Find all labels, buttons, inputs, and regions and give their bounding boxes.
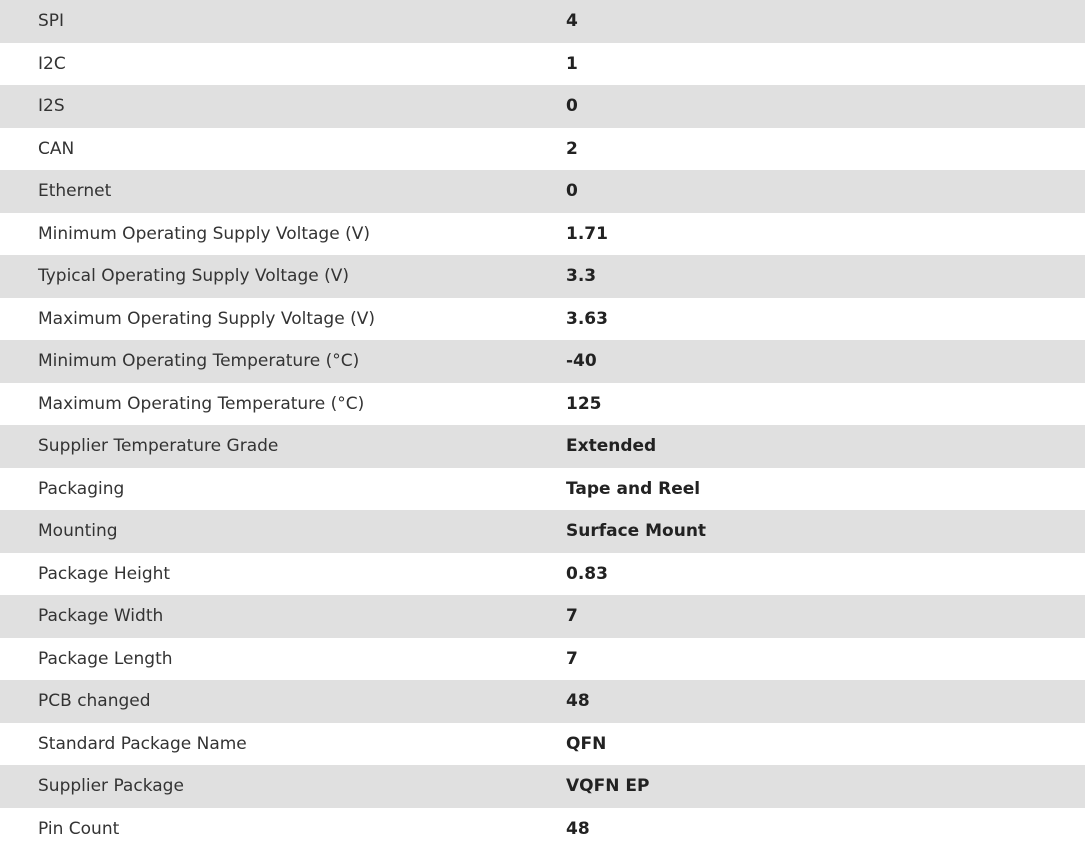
spec-row-i2s xyxy=(0,85,1085,128)
spec-label: CAN xyxy=(38,138,75,159)
spec-label: Package Height xyxy=(38,563,171,584)
spec-value: 48 xyxy=(566,691,590,712)
spec-label: Minimum Operating Temperature (°C) xyxy=(38,351,360,372)
spec-row-pin-count xyxy=(0,808,1085,845)
spec-label: I2C xyxy=(38,53,66,74)
spec-value: 1 xyxy=(566,53,578,74)
spec-value: VQFN EP xyxy=(566,776,650,797)
spec-row-typ-supply-voltage xyxy=(0,255,1085,298)
spec-label: Supplier Package xyxy=(38,776,184,797)
spec-label: Standard Package Name xyxy=(38,733,247,754)
spec-row-package-width xyxy=(0,595,1085,638)
spec-value: 7 xyxy=(566,648,578,669)
spec-value: 4 xyxy=(566,11,578,32)
spec-value: Extended xyxy=(566,436,657,457)
spec-label: Package Length xyxy=(38,648,173,669)
spec-row-i2c xyxy=(0,43,1085,86)
spec-label: Maximum Operating Temperature (°C) xyxy=(38,393,365,414)
spec-label: Typical Operating Supply Voltage (V) xyxy=(38,266,349,287)
spec-row-min-supply-voltage xyxy=(0,213,1085,256)
spec-value: 3.3 xyxy=(566,266,597,287)
spec-value: 0 xyxy=(566,96,578,117)
spec-value: 2 xyxy=(566,138,578,159)
spec-row-ethernet xyxy=(0,170,1085,213)
spec-row-can xyxy=(0,128,1085,171)
spec-value: 125 xyxy=(566,393,602,414)
spec-label: PCB changed xyxy=(38,691,151,712)
spec-row-standard-package-name xyxy=(0,723,1085,766)
spec-value: 7 xyxy=(566,606,578,627)
spec-row-min-temperature xyxy=(0,340,1085,383)
spec-label: Supplier Temperature Grade xyxy=(38,436,279,457)
spec-value: 0 xyxy=(566,181,578,202)
spec-label: Minimum Operating Supply Voltage (V) xyxy=(38,223,370,244)
spec-row-packaging xyxy=(0,468,1085,511)
spec-row-temperature-grade xyxy=(0,425,1085,468)
spec-value: 1.71 xyxy=(566,223,608,244)
spec-label: I2S xyxy=(38,96,65,117)
spec-value: Surface Mount xyxy=(566,521,707,542)
spec-value: 3.63 xyxy=(566,308,608,329)
spec-row-spi xyxy=(0,0,1085,43)
spec-label: Packaging xyxy=(38,478,125,499)
spec-row-package-length xyxy=(0,638,1085,681)
spec-label: Pin Count xyxy=(38,818,120,839)
spec-label: SPI xyxy=(38,11,65,32)
spec-value: 48 xyxy=(566,818,590,839)
spec-value: Tape and Reel xyxy=(566,478,701,499)
spec-row-pcb-changed xyxy=(0,680,1085,723)
spec-value: 0.83 xyxy=(566,563,608,584)
spec-value: -40 xyxy=(566,351,597,372)
spec-row-package-height xyxy=(0,553,1085,596)
spec-label: Mounting xyxy=(38,521,118,542)
spec-label: Ethernet xyxy=(38,181,112,202)
spec-row-mounting xyxy=(0,510,1085,553)
spec-row-supplier-package xyxy=(0,765,1085,808)
spec-row-max-supply-voltage xyxy=(0,298,1085,341)
spec-label: Maximum Operating Supply Voltage (V) xyxy=(38,308,375,329)
spec-value: QFN xyxy=(566,733,607,754)
spec-label: Package Width xyxy=(38,606,164,627)
spec-row-max-temperature xyxy=(0,383,1085,426)
